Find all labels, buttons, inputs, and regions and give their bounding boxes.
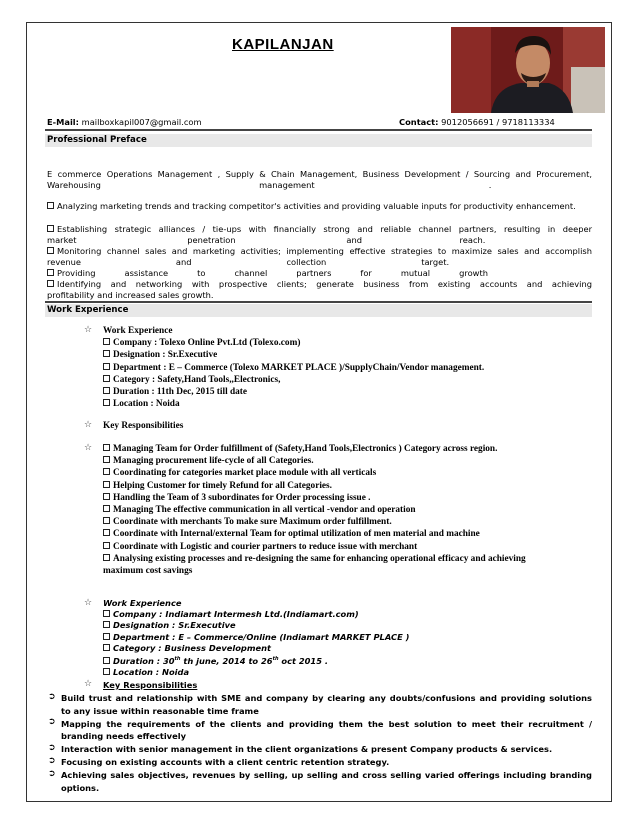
circle-arrow-icon: ➲ xyxy=(48,692,56,702)
list-item-cont: options. xyxy=(61,782,100,793)
list-item: Helping Customer for timely Refund for all Categories. xyxy=(103,480,592,492)
candidate-name: KAPILANJAN xyxy=(232,36,334,53)
job1-duration: Duration : 11th Dec, 2015 till date xyxy=(103,386,484,398)
list-item: Coordinate with Logistic and courier partners to reduce issue with merchant xyxy=(103,541,592,553)
checkbox-icon xyxy=(103,517,110,524)
list-item: Achieving sales objectives, revenues by selling, up selling and cross selling varied offerings including branding xyxy=(61,769,592,780)
checkbox-icon xyxy=(103,554,110,561)
list-item: Focusing on existing accounts with a client centric retention strategy. xyxy=(61,756,390,767)
preface-summary-line: Warehousing management . xyxy=(47,180,492,190)
job1-location: Location : Noida xyxy=(103,398,484,410)
preface-bullet: Analyzing marketing trends and tracking competitor's activities and providing valuable inputs for productivity enhancement. xyxy=(47,201,592,212)
circle-arrow-icon: ➲ xyxy=(48,769,56,779)
checkbox-icon xyxy=(103,468,110,475)
circle-arrow-icon: ➲ xyxy=(48,756,56,766)
checkbox-icon xyxy=(103,456,110,463)
preface-summary-line: E commerce Operations Management , Supply & Chain Management, Business Development / Sourcing and Procurement, xyxy=(47,169,592,179)
circle-arrow-icon: ➲ xyxy=(48,717,56,727)
job1-resp-heading: Key Responsibilities xyxy=(103,421,184,431)
job1-responsibilities xyxy=(103,443,592,577)
list-item: Coordinating for categories market place module with all verticals xyxy=(103,467,592,479)
job2-designation: Designation : Sr.Executive xyxy=(103,620,409,631)
checkbox-icon xyxy=(103,338,110,345)
preface-bullet: Monitoring channel sales and marketing activities; implementing effective strategies to maximize sales and accomplish xyxy=(47,246,592,257)
job2-resp-heading: Key Responsibilities xyxy=(103,680,198,690)
checkbox-icon xyxy=(47,280,54,287)
phone-line xyxy=(399,117,555,128)
checkbox-icon xyxy=(103,363,110,370)
star-outline-icon: ☆ xyxy=(84,420,93,430)
checkbox-icon xyxy=(103,505,110,512)
list-item: Coordinate with merchants To make sure Maximum order fulfillment. xyxy=(103,516,592,528)
checkbox-icon xyxy=(103,657,110,664)
preface-bullet: Identifying and networking with prospective clients; generate business from existing accounts and achieving xyxy=(47,279,592,290)
divider xyxy=(45,129,592,131)
section-heading-preface: Professional Preface xyxy=(45,134,592,147)
job2-location: Location : Noida xyxy=(103,667,409,678)
checkbox-icon xyxy=(103,493,110,500)
checkbox-icon xyxy=(103,542,110,549)
job2-duration: Duration : 30th th june, 2014 to 26th oct 2015 . xyxy=(103,654,409,667)
list-item: Managing Team for Order fulfillment of (Safety,Hand Tools,Electronics ) Category across region. xyxy=(103,443,592,455)
list-item: Analysing existing processes and re-designing the same for enhancing operational efficacy and achieving xyxy=(103,553,592,565)
list-item: Build trust and relationship with SME and company by clearing any doubts/confusions and providing solutions xyxy=(61,693,592,703)
preface-bullet-cont: profitability and increased sales growth. xyxy=(47,290,214,300)
email-line xyxy=(47,117,202,128)
star-outline-icon: ☆ xyxy=(84,443,93,453)
contact-label: Contact: xyxy=(399,117,439,127)
list-item: Mapping the requirements of the clients and providing them the best solution to meet their recruitment / xyxy=(61,718,592,729)
preface-bullet-cont: revenue and collection target. xyxy=(47,257,450,267)
checkbox-icon xyxy=(103,644,110,651)
profile-photo xyxy=(451,27,605,113)
checkbox-icon xyxy=(47,247,54,254)
preface-bullet-cont: market penetration and reach. xyxy=(47,235,486,245)
list-item: Managing The effective communication in all vertical -vendor and operation xyxy=(103,504,592,516)
checkbox-icon xyxy=(103,621,110,628)
job1-department: Department : E – Commerce (Tolexo MARKET PLACE )/SupplyChain/Vendor management. xyxy=(103,362,484,374)
checkbox-icon xyxy=(103,610,110,617)
star-outline-icon: ☆ xyxy=(84,679,93,689)
list-item: Interaction with senior management in the client organizations & present Company products & services. xyxy=(61,744,553,755)
circle-arrow-icon: ➲ xyxy=(48,743,56,753)
job1-company: Company : Tolexo Online Pvt.Ltd (Tolexo.com) xyxy=(103,337,484,349)
checkbox-icon xyxy=(103,633,110,640)
checkbox-icon xyxy=(47,269,54,276)
job1-designation: Designation : Sr.Executive xyxy=(103,349,484,361)
checkbox-icon xyxy=(103,350,110,357)
section-heading-experience: Work Experience xyxy=(45,304,592,317)
checkbox-icon xyxy=(103,444,110,451)
job2-company: Company : Indiamart Intermesh Ltd.(Indiamart.com) xyxy=(103,609,409,620)
job2-responsibilities xyxy=(61,692,592,794)
job2-category: Category : Business Development xyxy=(103,643,409,654)
list-item-cont: maximum cost savings xyxy=(103,566,193,577)
list-item-cont: to any issue within reasonable time frame xyxy=(61,705,259,716)
checkbox-icon xyxy=(103,375,110,382)
checkbox-icon xyxy=(103,529,110,536)
checkbox-icon xyxy=(103,387,110,394)
job2-details xyxy=(103,598,409,678)
preface-bullet: Establishing strategic alliances / tie-ups with financially strong and reliable channel partners, resulting in deeper xyxy=(47,224,592,235)
list-item: Coordinate with Internal/external Team for optimal utilization of men material and machine xyxy=(103,528,592,540)
job1-category: Category : Safety,Hand Tools,,Electronics, xyxy=(103,374,484,386)
list-item: Managing procurement life-cycle of all Categories. xyxy=(103,455,592,467)
checkbox-icon xyxy=(103,481,110,488)
divider xyxy=(45,301,592,303)
list-item: Handling the Team of 3 subordinates for Order processing issue . xyxy=(103,492,592,504)
checkbox-icon xyxy=(47,225,54,232)
email-value: mailboxkapil007@gmail.com xyxy=(81,117,202,127)
job2-department: Department : E – Commerce/Online (Indiamart MARKET PLACE ) xyxy=(103,632,409,643)
email-label: E-Mail: xyxy=(47,117,79,127)
job2-heading: Work Experience xyxy=(103,598,182,608)
star-outline-icon: ☆ xyxy=(84,325,93,335)
checkbox-icon xyxy=(103,399,110,406)
checkbox-icon xyxy=(103,668,110,675)
contact-value: 9012056691 / 9718113334 xyxy=(441,117,555,127)
star-outline-icon: ☆ xyxy=(84,598,93,608)
job1-details xyxy=(103,325,484,410)
job1-heading: Work Experience xyxy=(103,326,173,336)
preface-bullet: Providing assistance to channel partners for mutual growth xyxy=(47,268,592,279)
list-item-cont: branding needs effectively xyxy=(61,731,186,742)
checkbox-icon xyxy=(47,202,54,209)
